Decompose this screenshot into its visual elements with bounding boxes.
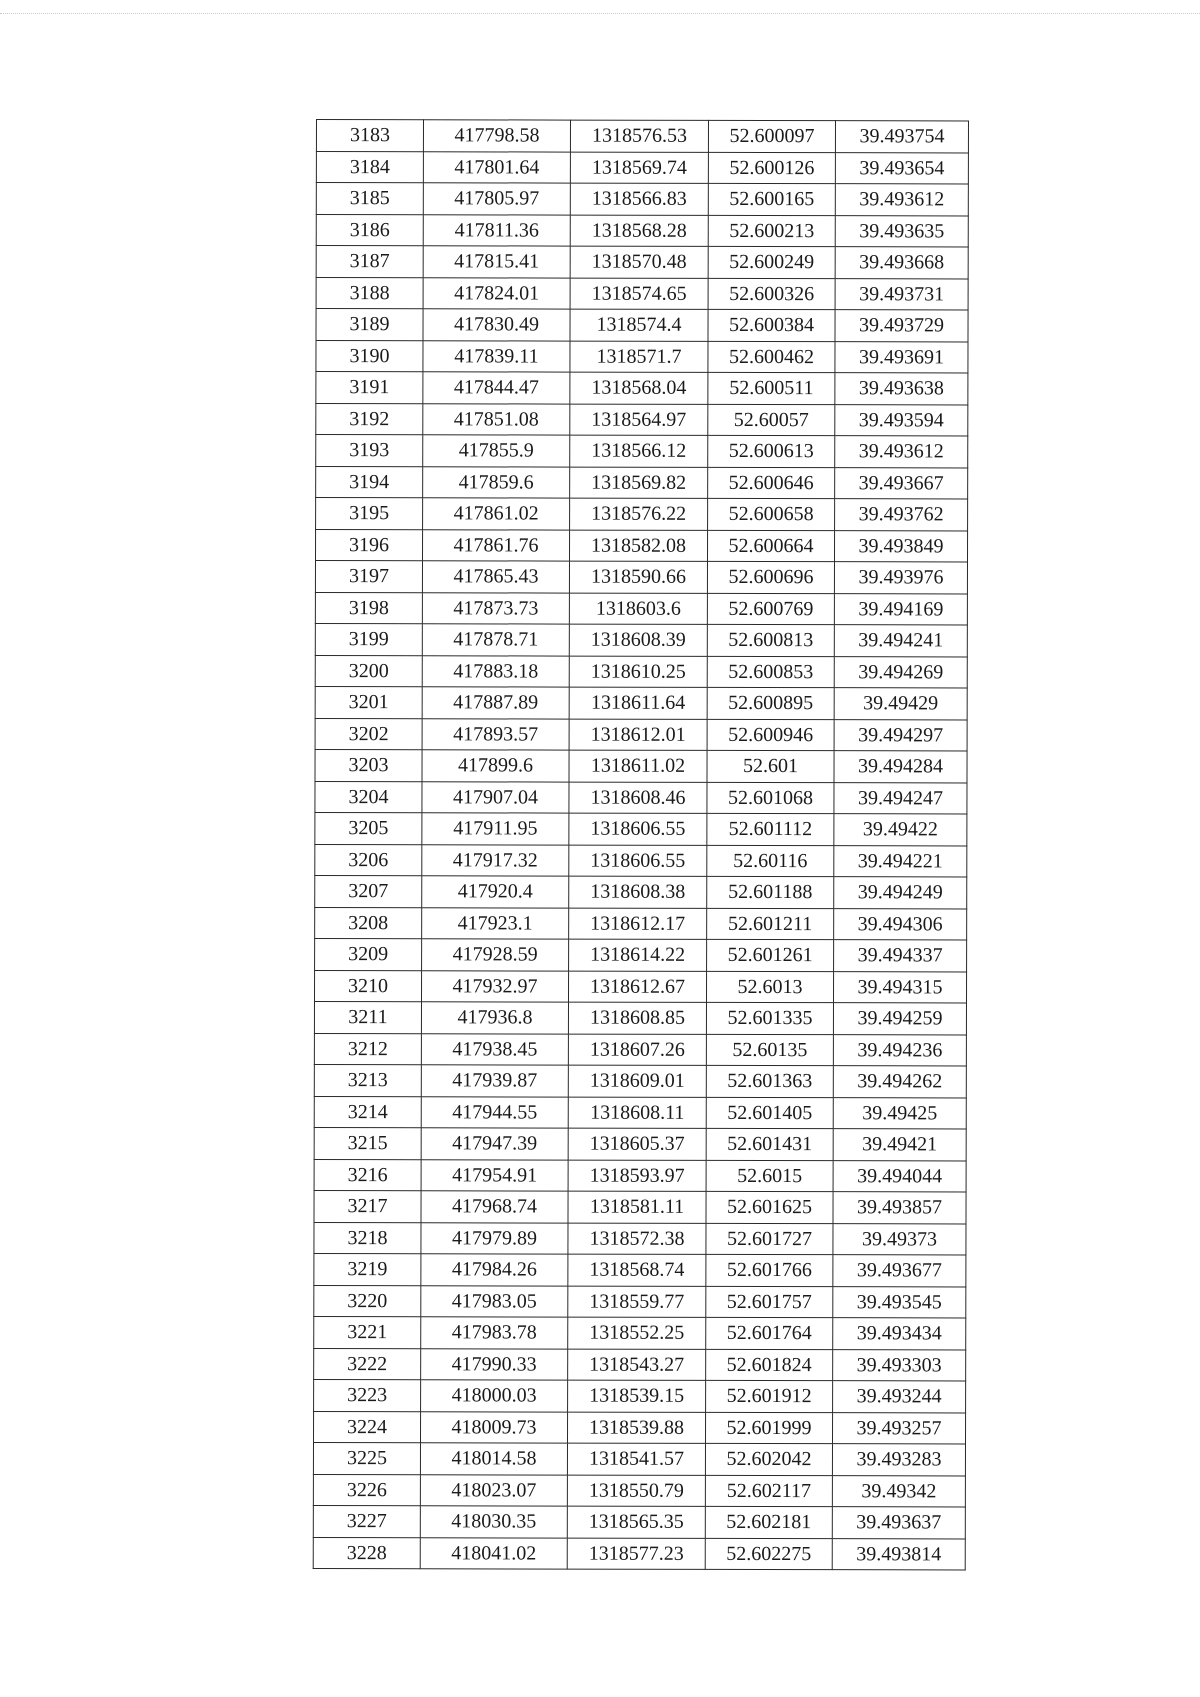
table-row: [313, 1442, 965, 1475]
table-row: [316, 120, 968, 153]
latitude-cell: 52.600126: [708, 152, 835, 184]
longitude-cell: 39.494262: [833, 1066, 966, 1098]
longitude-cell: 39.494269: [834, 656, 967, 688]
point-number-cell: 3199: [315, 623, 422, 655]
y-coordinate-cell: 1318614.22: [569, 939, 707, 971]
x-coordinate-cell: 417944.55: [421, 1096, 568, 1128]
table-row: [314, 1253, 966, 1286]
latitude-cell: 52.600658: [708, 498, 835, 530]
longitude-cell: 39.493849: [834, 530, 967, 562]
longitude-cell: 39.494337: [834, 940, 967, 972]
longitude-cell: 39.493434: [833, 1318, 966, 1350]
latitude-cell: 52.601068: [707, 782, 834, 814]
point-number-cell: 3218: [314, 1222, 421, 1254]
y-coordinate-cell: 1318612.17: [569, 908, 707, 940]
latitude-cell: 52.6015: [706, 1160, 833, 1192]
point-number-cell: 3186: [316, 214, 423, 246]
latitude-cell: 52.600326: [708, 278, 835, 310]
longitude-cell: 39.493691: [835, 341, 968, 373]
table-row: [315, 592, 967, 625]
y-coordinate-cell: 1318611.02: [569, 750, 707, 782]
point-number-cell: 3202: [315, 718, 422, 750]
y-coordinate-cell: 1318550.79: [567, 1475, 705, 1507]
table-row: [316, 435, 968, 468]
latitude-cell: 52.601999: [705, 1412, 832, 1444]
point-number-cell: 3184: [316, 151, 423, 183]
x-coordinate-cell: 417932.97: [421, 970, 568, 1002]
longitude-cell: 39.493667: [835, 467, 968, 499]
x-coordinate-cell: 417911.95: [422, 813, 569, 845]
point-number-cell: 3196: [315, 529, 422, 561]
x-coordinate-cell: 417839.11: [423, 340, 570, 372]
x-coordinate-cell: 417983.78: [421, 1317, 568, 1349]
table-row: [315, 718, 967, 751]
latitude-cell: 52.600613: [708, 435, 835, 467]
x-coordinate-cell: 417861.76: [422, 529, 569, 561]
table-row: [313, 1474, 965, 1507]
y-coordinate-cell: 1318565.35: [567, 1506, 705, 1538]
table-row: [314, 1285, 966, 1318]
table-row: [316, 214, 968, 247]
y-coordinate-cell: 1318593.97: [568, 1160, 706, 1192]
latitude-cell: 52.601: [707, 750, 834, 782]
longitude-cell: 39.493303: [833, 1349, 966, 1381]
latitude-cell: 52.602117: [705, 1475, 832, 1507]
table-row: [316, 183, 968, 216]
table-row: [314, 970, 966, 1003]
point-number-cell: 3211: [314, 1001, 421, 1033]
longitude-cell: 39.493637: [832, 1507, 965, 1539]
x-coordinate-cell: 417801.64: [423, 151, 570, 183]
x-coordinate-cell: 417907.04: [422, 781, 569, 813]
longitude-cell: 39.49425: [833, 1097, 966, 1129]
latitude-cell: 52.600462: [708, 341, 835, 373]
longitude-cell: 39.493729: [835, 310, 968, 342]
longitude-cell: 39.493283: [832, 1444, 965, 1476]
point-number-cell: 3221: [314, 1316, 421, 1348]
point-number-cell: 3206: [315, 844, 422, 876]
point-number-cell: 3224: [313, 1411, 420, 1443]
y-coordinate-cell: 1318576.22: [570, 498, 708, 530]
table-row: [313, 1537, 965, 1570]
table-row: [315, 781, 967, 814]
table-row: [315, 844, 967, 877]
y-coordinate-cell: 1318582.08: [569, 530, 707, 562]
x-coordinate-cell: 417824.01: [423, 277, 570, 309]
longitude-cell: 39.493638: [835, 373, 968, 405]
longitude-cell: 39.493612: [835, 184, 968, 216]
y-coordinate-cell: 1318606.55: [569, 845, 707, 877]
point-number-cell: 3215: [314, 1127, 421, 1159]
x-coordinate-cell: 417883.18: [422, 655, 569, 687]
longitude-cell: 39.49421: [833, 1129, 966, 1161]
x-coordinate-cell: 417859.6: [423, 466, 570, 498]
table-row: [316, 466, 968, 499]
longitude-cell: 39.49373: [833, 1223, 966, 1255]
longitude-cell: 39.49429: [834, 688, 967, 720]
point-number-cell: 3228: [313, 1537, 420, 1569]
table-row: [316, 309, 968, 342]
y-coordinate-cell: 1318572.38: [568, 1223, 706, 1255]
latitude-cell: 52.600664: [707, 530, 834, 562]
x-coordinate-cell: 417855.9: [423, 435, 570, 467]
x-coordinate-cell: 417954.91: [421, 1159, 568, 1191]
longitude-cell: 39.494169: [834, 593, 967, 625]
point-number-cell: 3200: [315, 655, 422, 687]
x-coordinate-cell: 417938.45: [421, 1033, 568, 1065]
latitude-cell: 52.601824: [706, 1349, 833, 1381]
point-number-cell: 3205: [315, 812, 422, 844]
table-row: [314, 1159, 966, 1192]
x-coordinate-cell: 417865.43: [422, 561, 569, 593]
longitude-cell: 39.494284: [834, 751, 967, 783]
point-number-cell: 3208: [315, 907, 422, 939]
latitude-cell: 52.602275: [705, 1538, 832, 1570]
table-row: [314, 1033, 966, 1066]
latitude-cell: 52.600097: [708, 120, 835, 152]
longitude-cell: 39.493257: [832, 1412, 965, 1444]
y-coordinate-cell: 1318612.67: [568, 971, 706, 1003]
y-coordinate-cell: 1318566.83: [570, 183, 708, 215]
point-number-cell: 3216: [314, 1159, 421, 1191]
y-coordinate-cell: 1318603.6: [569, 593, 707, 625]
x-coordinate-cell: 417979.89: [421, 1222, 568, 1254]
latitude-cell: 52.600769: [707, 593, 834, 625]
longitude-cell: 39.493677: [833, 1255, 966, 1287]
latitude-cell: 52.601912: [706, 1380, 833, 1412]
point-number-cell: 3226: [313, 1474, 420, 1506]
table-row: [313, 1411, 965, 1444]
y-coordinate-cell: 1318566.12: [570, 435, 708, 467]
x-coordinate-cell: 417798.58: [423, 120, 570, 152]
y-coordinate-cell: 1318539.88: [567, 1412, 705, 1444]
latitude-cell: 52.601405: [706, 1097, 833, 1129]
x-coordinate-cell: 417815.41: [423, 246, 570, 278]
table-row: [314, 1379, 966, 1412]
longitude-cell: 39.493594: [835, 404, 968, 436]
x-coordinate-cell: 417844.47: [423, 372, 570, 404]
point-number-cell: 3220: [314, 1285, 421, 1317]
longitude-cell: 39.494259: [833, 1003, 966, 1035]
latitude-cell: 52.600646: [708, 467, 835, 499]
y-coordinate-cell: 1318568.04: [570, 372, 708, 404]
y-coordinate-cell: 1318541.57: [567, 1443, 705, 1475]
x-coordinate-cell: 417947.39: [421, 1128, 568, 1160]
longitude-cell: 39.49342: [832, 1475, 965, 1507]
x-coordinate-cell: 417928.59: [422, 939, 569, 971]
x-coordinate-cell: 417939.87: [421, 1065, 568, 1097]
x-coordinate-cell: 417873.73: [422, 592, 569, 624]
table-row: [315, 655, 967, 688]
longitude-cell: 39.493545: [833, 1286, 966, 1318]
y-coordinate-cell: 1318608.11: [568, 1097, 706, 1129]
longitude-cell: 39.493244: [833, 1381, 966, 1413]
y-coordinate-cell: 1318539.15: [568, 1380, 706, 1412]
table-row: [315, 875, 967, 908]
y-coordinate-cell: 1318605.37: [568, 1128, 706, 1160]
table-row: [314, 1316, 966, 1349]
longitude-cell: 39.493814: [832, 1538, 965, 1570]
table-row: [316, 340, 968, 373]
table-row: [315, 812, 967, 845]
latitude-cell: 52.601261: [707, 939, 834, 971]
table-row: [313, 1505, 965, 1538]
longitude-cell: 39.494044: [833, 1160, 966, 1192]
y-coordinate-cell: 1318568.74: [568, 1254, 706, 1286]
table-row: [314, 1190, 966, 1223]
table-row: [316, 151, 968, 184]
y-coordinate-cell: 1318574.4: [570, 309, 708, 341]
table-row: [315, 561, 967, 594]
table-row: [316, 246, 968, 279]
point-number-cell: 3188: [316, 277, 423, 309]
latitude-cell: 52.600853: [707, 656, 834, 688]
point-number-cell: 3217: [314, 1190, 421, 1222]
latitude-cell: 52.60057: [708, 404, 835, 436]
y-coordinate-cell: 1318607.26: [568, 1034, 706, 1066]
x-coordinate-cell: 417811.36: [423, 214, 570, 246]
longitude-cell: 39.494249: [834, 877, 967, 909]
point-number-cell: 3203: [315, 749, 422, 781]
point-number-cell: 3195: [316, 498, 423, 530]
x-coordinate-cell: 418000.03: [421, 1380, 568, 1412]
y-coordinate-cell: 1318608.38: [569, 876, 707, 908]
point-number-cell: 3183: [316, 120, 423, 152]
point-number-cell: 3197: [315, 561, 422, 593]
longitude-cell: 39.494241: [834, 625, 967, 657]
table-row: [314, 1064, 966, 1097]
latitude-cell: 52.601335: [706, 1002, 833, 1034]
longitude-cell: 39.493668: [835, 247, 968, 279]
latitude-cell: 52.600696: [707, 561, 834, 593]
x-coordinate-cell: 417917.32: [422, 844, 569, 876]
y-coordinate-cell: 1318543.27: [568, 1349, 706, 1381]
latitude-cell: 52.6013: [706, 971, 833, 1003]
longitude-cell: 39.493754: [835, 121, 968, 153]
latitude-cell: 52.601431: [706, 1128, 833, 1160]
y-coordinate-cell: 1318581.11: [568, 1191, 706, 1223]
point-number-cell: 3223: [314, 1379, 421, 1411]
y-coordinate-cell: 1318570.48: [570, 246, 708, 278]
latitude-cell: 52.601363: [706, 1065, 833, 1097]
table-row: [314, 1001, 966, 1034]
point-number-cell: 3213: [314, 1064, 421, 1096]
point-number-cell: 3201: [315, 686, 422, 718]
point-number-cell: 3190: [316, 340, 423, 372]
point-number-cell: 3185: [316, 183, 423, 215]
table-row: [315, 686, 967, 719]
point-number-cell: 3210: [314, 970, 421, 1002]
longitude-cell: 39.494315: [833, 971, 966, 1003]
longitude-cell: 39.494247: [834, 782, 967, 814]
y-coordinate-cell: 1318609.01: [568, 1065, 706, 1097]
y-coordinate-cell: 1318574.65: [570, 278, 708, 310]
latitude-cell: 52.600813: [707, 624, 834, 656]
point-number-cell: 3219: [314, 1253, 421, 1285]
x-coordinate-cell: 418009.73: [420, 1411, 567, 1443]
table-container: [316, 119, 969, 1569]
latitude-cell: 52.600213: [708, 215, 835, 247]
latitude-cell: 52.600895: [707, 687, 834, 719]
coordinates-table: [313, 119, 969, 1570]
x-coordinate-cell: 417878.71: [422, 624, 569, 656]
longitude-cell: 39.49422: [834, 814, 967, 846]
latitude-cell: 52.601766: [706, 1254, 833, 1286]
point-number-cell: 3189: [316, 309, 423, 341]
x-coordinate-cell: 417899.6: [422, 750, 569, 782]
y-coordinate-cell: 1318564.97: [570, 404, 708, 436]
latitude-cell: 52.601112: [707, 813, 834, 845]
y-coordinate-cell: 1318608.39: [569, 624, 707, 656]
point-number-cell: 3227: [313, 1505, 420, 1537]
longitude-cell: 39.493635: [835, 215, 968, 247]
latitude-cell: 52.600165: [708, 183, 835, 215]
latitude-cell: 52.60116: [707, 845, 834, 877]
point-number-cell: 3212: [314, 1033, 421, 1065]
y-coordinate-cell: 1318612.01: [569, 719, 707, 751]
table-row: [315, 938, 967, 971]
point-number-cell: 3198: [315, 592, 422, 624]
y-coordinate-cell: 1318608.85: [568, 1002, 706, 1034]
point-number-cell: 3204: [315, 781, 422, 813]
latitude-cell: 52.602042: [705, 1443, 832, 1475]
x-coordinate-cell: 418014.58: [420, 1443, 567, 1475]
latitude-cell: 52.60135: [706, 1034, 833, 1066]
latitude-cell: 52.600946: [707, 719, 834, 751]
x-coordinate-cell: 417936.8: [421, 1002, 568, 1034]
table-row: [316, 498, 968, 531]
longitude-cell: 39.493612: [835, 436, 968, 468]
point-number-cell: 3225: [313, 1442, 420, 1474]
table-row: [316, 277, 968, 310]
y-coordinate-cell: 1318577.23: [567, 1538, 705, 1570]
longitude-cell: 39.493857: [833, 1192, 966, 1224]
x-coordinate-cell: 417830.49: [423, 309, 570, 341]
x-coordinate-cell: 418023.07: [420, 1474, 567, 1506]
x-coordinate-cell: 418041.02: [420, 1537, 567, 1569]
y-coordinate-cell: 1318611.64: [569, 687, 707, 719]
table-row: [314, 1096, 966, 1129]
longitude-cell: 39.494306: [834, 908, 967, 940]
point-number-cell: 3222: [314, 1348, 421, 1380]
latitude-cell: 52.601211: [707, 908, 834, 940]
x-coordinate-cell: 417887.89: [422, 687, 569, 719]
x-coordinate-cell: 417920.4: [422, 876, 569, 908]
latitude-cell: 52.600249: [708, 246, 835, 278]
y-coordinate-cell: 1318608.46: [569, 782, 707, 814]
table-row: [315, 749, 967, 782]
longitude-cell: 39.493762: [835, 499, 968, 531]
longitude-cell: 39.493976: [834, 562, 967, 594]
x-coordinate-cell: 417968.74: [421, 1191, 568, 1223]
x-coordinate-cell: 417893.57: [422, 718, 569, 750]
point-number-cell: 3192: [316, 403, 423, 435]
x-coordinate-cell: 417861.02: [423, 498, 570, 530]
y-coordinate-cell: 1318571.7: [570, 341, 708, 373]
point-number-cell: 3214: [314, 1096, 421, 1128]
longitude-cell: 39.494221: [834, 845, 967, 877]
x-coordinate-cell: 417983.05: [421, 1285, 568, 1317]
point-number-cell: 3193: [316, 435, 423, 467]
latitude-cell: 52.601727: [706, 1223, 833, 1255]
latitude-cell: 52.600384: [708, 309, 835, 341]
table-row: [315, 907, 967, 940]
x-coordinate-cell: 418030.35: [420, 1506, 567, 1538]
longitude-cell: 39.494297: [834, 719, 967, 751]
y-coordinate-cell: 1318569.82: [570, 467, 708, 499]
y-coordinate-cell: 1318559.77: [568, 1286, 706, 1318]
x-coordinate-cell: 417851.08: [423, 403, 570, 435]
table-row: [315, 623, 967, 656]
y-coordinate-cell: 1318606.55: [569, 813, 707, 845]
longitude-cell: 39.493731: [835, 278, 968, 310]
coordinates-table-body: [313, 120, 968, 1570]
scan-edge-line: [0, 13, 1200, 14]
y-coordinate-cell: 1318552.25: [568, 1317, 706, 1349]
y-coordinate-cell: 1318590.66: [569, 561, 707, 593]
latitude-cell: 52.602181: [705, 1506, 832, 1538]
latitude-cell: 52.601764: [706, 1317, 833, 1349]
point-number-cell: 3194: [316, 466, 423, 498]
x-coordinate-cell: 417805.97: [423, 183, 570, 215]
latitude-cell: 52.601188: [707, 876, 834, 908]
latitude-cell: 52.601757: [706, 1286, 833, 1318]
latitude-cell: 52.601625: [706, 1191, 833, 1223]
table-row: [316, 372, 968, 405]
point-number-cell: 3191: [316, 372, 423, 404]
latitude-cell: 52.600511: [708, 372, 835, 404]
y-coordinate-cell: 1318610.25: [569, 656, 707, 688]
longitude-cell: 39.494236: [833, 1034, 966, 1066]
table-row: [316, 403, 968, 436]
table-row: [314, 1222, 966, 1255]
x-coordinate-cell: 417990.33: [421, 1348, 568, 1380]
table-row: [314, 1127, 966, 1160]
longitude-cell: 39.493654: [835, 152, 968, 184]
x-coordinate-cell: 417923.1: [422, 907, 569, 939]
x-coordinate-cell: 417984.26: [421, 1254, 568, 1286]
point-number-cell: 3209: [315, 938, 422, 970]
point-number-cell: 3187: [316, 246, 423, 278]
y-coordinate-cell: 1318569.74: [570, 152, 708, 184]
y-coordinate-cell: 1318568.28: [570, 215, 708, 247]
y-coordinate-cell: 1318576.53: [570, 120, 708, 152]
table-row: [315, 529, 967, 562]
table-row: [314, 1348, 966, 1381]
point-number-cell: 3207: [315, 875, 422, 907]
